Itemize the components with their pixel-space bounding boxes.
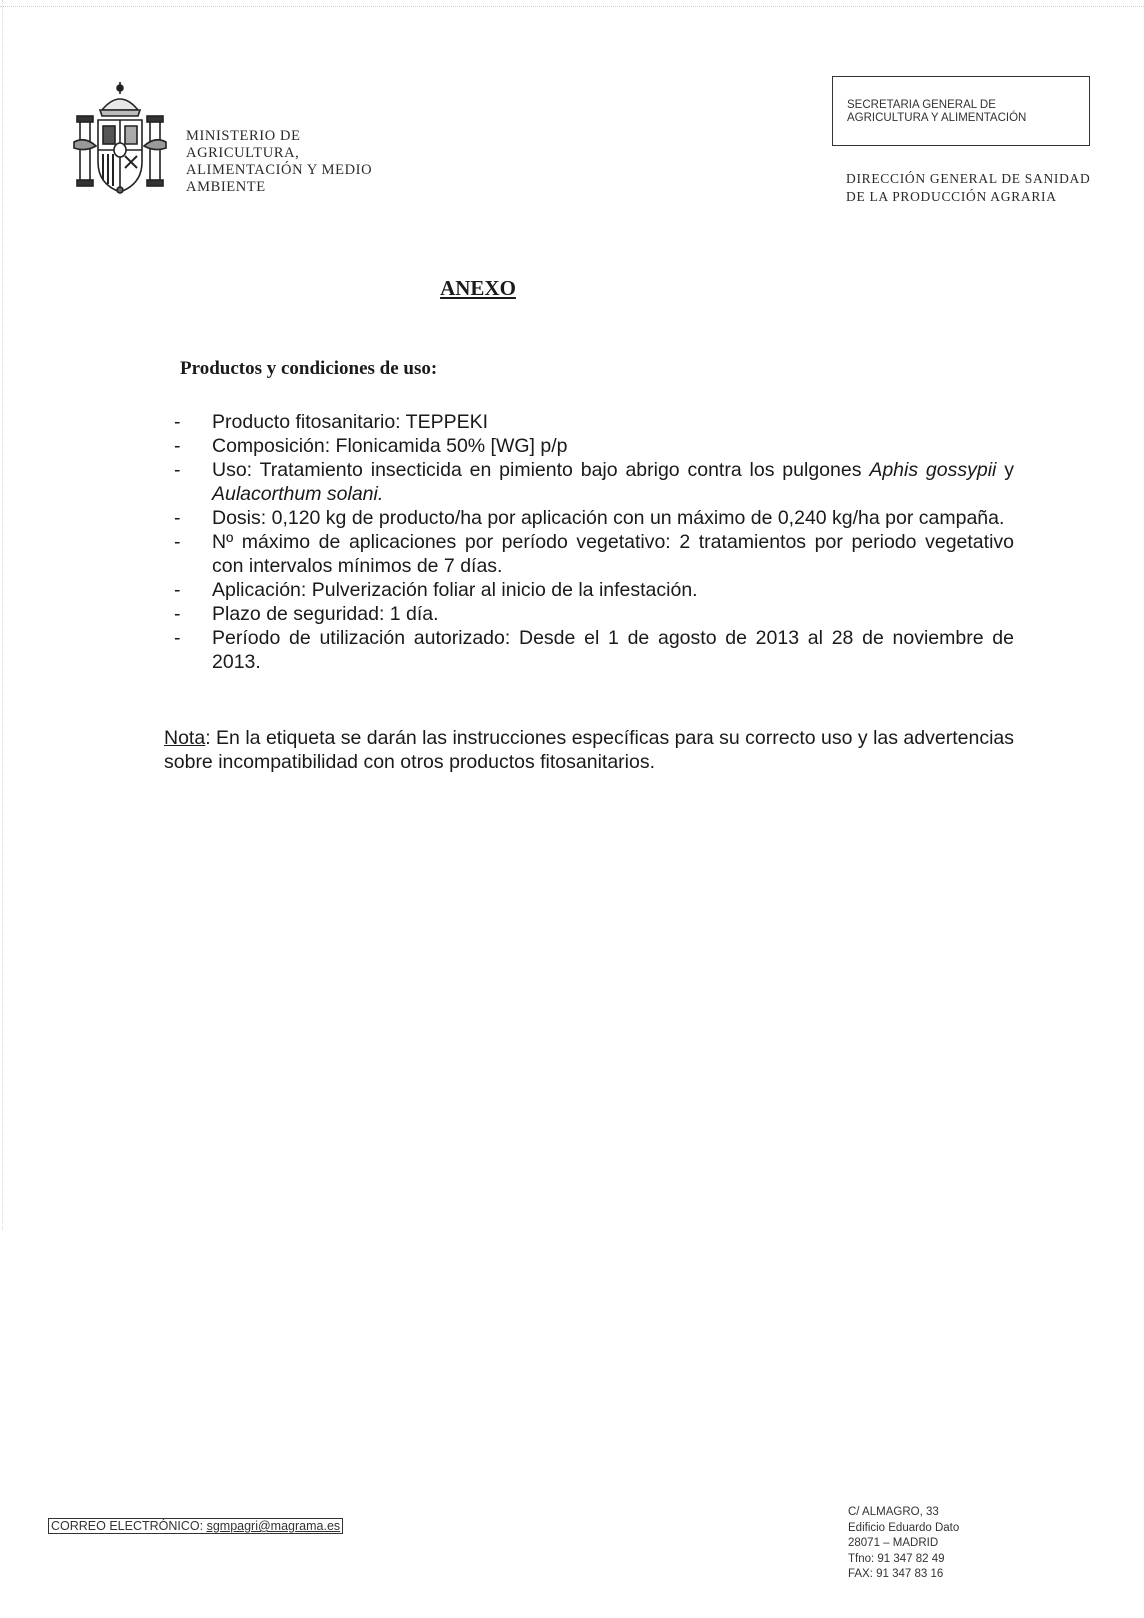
list-item-use (174, 458, 1014, 506)
note-paragraph (164, 726, 1014, 774)
ministry-line: AMBIENTE (186, 179, 266, 195)
secretariat-line: AGRICULTURA Y ALIMENTACIÓN (847, 112, 1027, 124)
address-line: FAX: 91 347 83 16 (848, 1568, 944, 1580)
section-subtitle: Productos y condiciones de uso: (180, 358, 438, 379)
bullet-dash: - (174, 627, 181, 649)
ministry-line: AGRICULTURA, (186, 145, 300, 161)
postal-address (848, 1505, 959, 1583)
item-text: Uso: Tratamiento insecticida en pimiento bajo abrigo contra los pulgones (212, 459, 870, 481)
address-line: 28071 – MADRID (848, 1537, 939, 1549)
scan-edge-left (2, 0, 5, 1230)
bullet-dash: - (174, 603, 181, 625)
species-name: Aphis gossypii (869, 459, 997, 481)
bullet-dash: - (174, 435, 181, 457)
address-line: Tfno: 91 347 82 49 (848, 1552, 945, 1565)
list-item-authorized-period (174, 626, 1014, 674)
bullet-dash: - (174, 579, 181, 601)
note-text: : En la etiqueta se darán las instrucciones específicas para su correcto uso y las advertencias sobre incompatibilidad con otros productos fitosanitarios. (164, 727, 1014, 773)
list-item-application (174, 578, 1014, 602)
email-label: CORREO ELECTRÓNICO: (51, 1519, 207, 1533)
bullet-dash: - (174, 531, 181, 553)
conditions-list (174, 410, 1014, 674)
item-text: Producto fitosanitario: TEPPEKI (212, 411, 489, 433)
note-label: Nota (164, 727, 206, 749)
bullet-dash: - (174, 507, 181, 529)
bullet-dash: - (174, 411, 181, 433)
conjunction: y (996, 459, 1014, 481)
address-line: C/ ALMAGRO, 33 (848, 1506, 939, 1518)
item-text: Dosis: 0,120 kg de producto/ha por aplicación con un máximo de 0,240 kg/ha por campaña. (212, 507, 1005, 529)
item-text: Período de utilización autorizado: Desde el 1 de agosto de 2013 al 28 de noviembre de 2013. (212, 627, 1014, 673)
item-text: Aplicación: Pulverización foliar al inicio de la infestación. (212, 579, 698, 601)
ministry-name (186, 128, 372, 196)
secretariat-box (832, 76, 1090, 146)
secretariat-line: SECRETARIA GENERAL DE (847, 99, 996, 111)
coat-of-arms-icon (70, 80, 170, 202)
directorate-line: DIRECCIÓN GENERAL DE SANIDAD (846, 171, 1091, 186)
email-address[interactable]: sgmpagri@magrama.es (206, 1519, 341, 1533)
list-item-composition (174, 434, 1014, 458)
directorate-line: DE LA PRODUCCIÓN AGRARIA (846, 189, 1057, 204)
directorate-name (846, 170, 1090, 206)
list-item-product (174, 410, 1014, 434)
item-text: Nº máximo de aplicaciones por período vegetativo: 2 tratamientos por periodo vegetativo con intervalos mínimos de 7 días. (212, 531, 1014, 577)
address-line: Edificio Eduardo Dato (848, 1521, 960, 1534)
scan-edge-top (0, 0, 1144, 7)
list-item-dose (174, 506, 1014, 530)
bullet-dash: - (174, 459, 181, 481)
item-text: Composición: Flonicamida 50% [WG] p/p (212, 435, 568, 457)
item-text: Plazo de seguridad: 1 día. (212, 603, 439, 625)
email-footer (48, 1518, 343, 1534)
document-title: ANEXO (440, 276, 516, 300)
species-name: Aulacorthum solani. (212, 483, 384, 505)
ministry-line: MINISTERIO DE (186, 128, 301, 144)
ministry-line: ALIMENTACIÓN Y MEDIO (186, 162, 373, 178)
list-item-safety-interval (174, 602, 1014, 626)
list-item-max-applications (174, 530, 1014, 578)
